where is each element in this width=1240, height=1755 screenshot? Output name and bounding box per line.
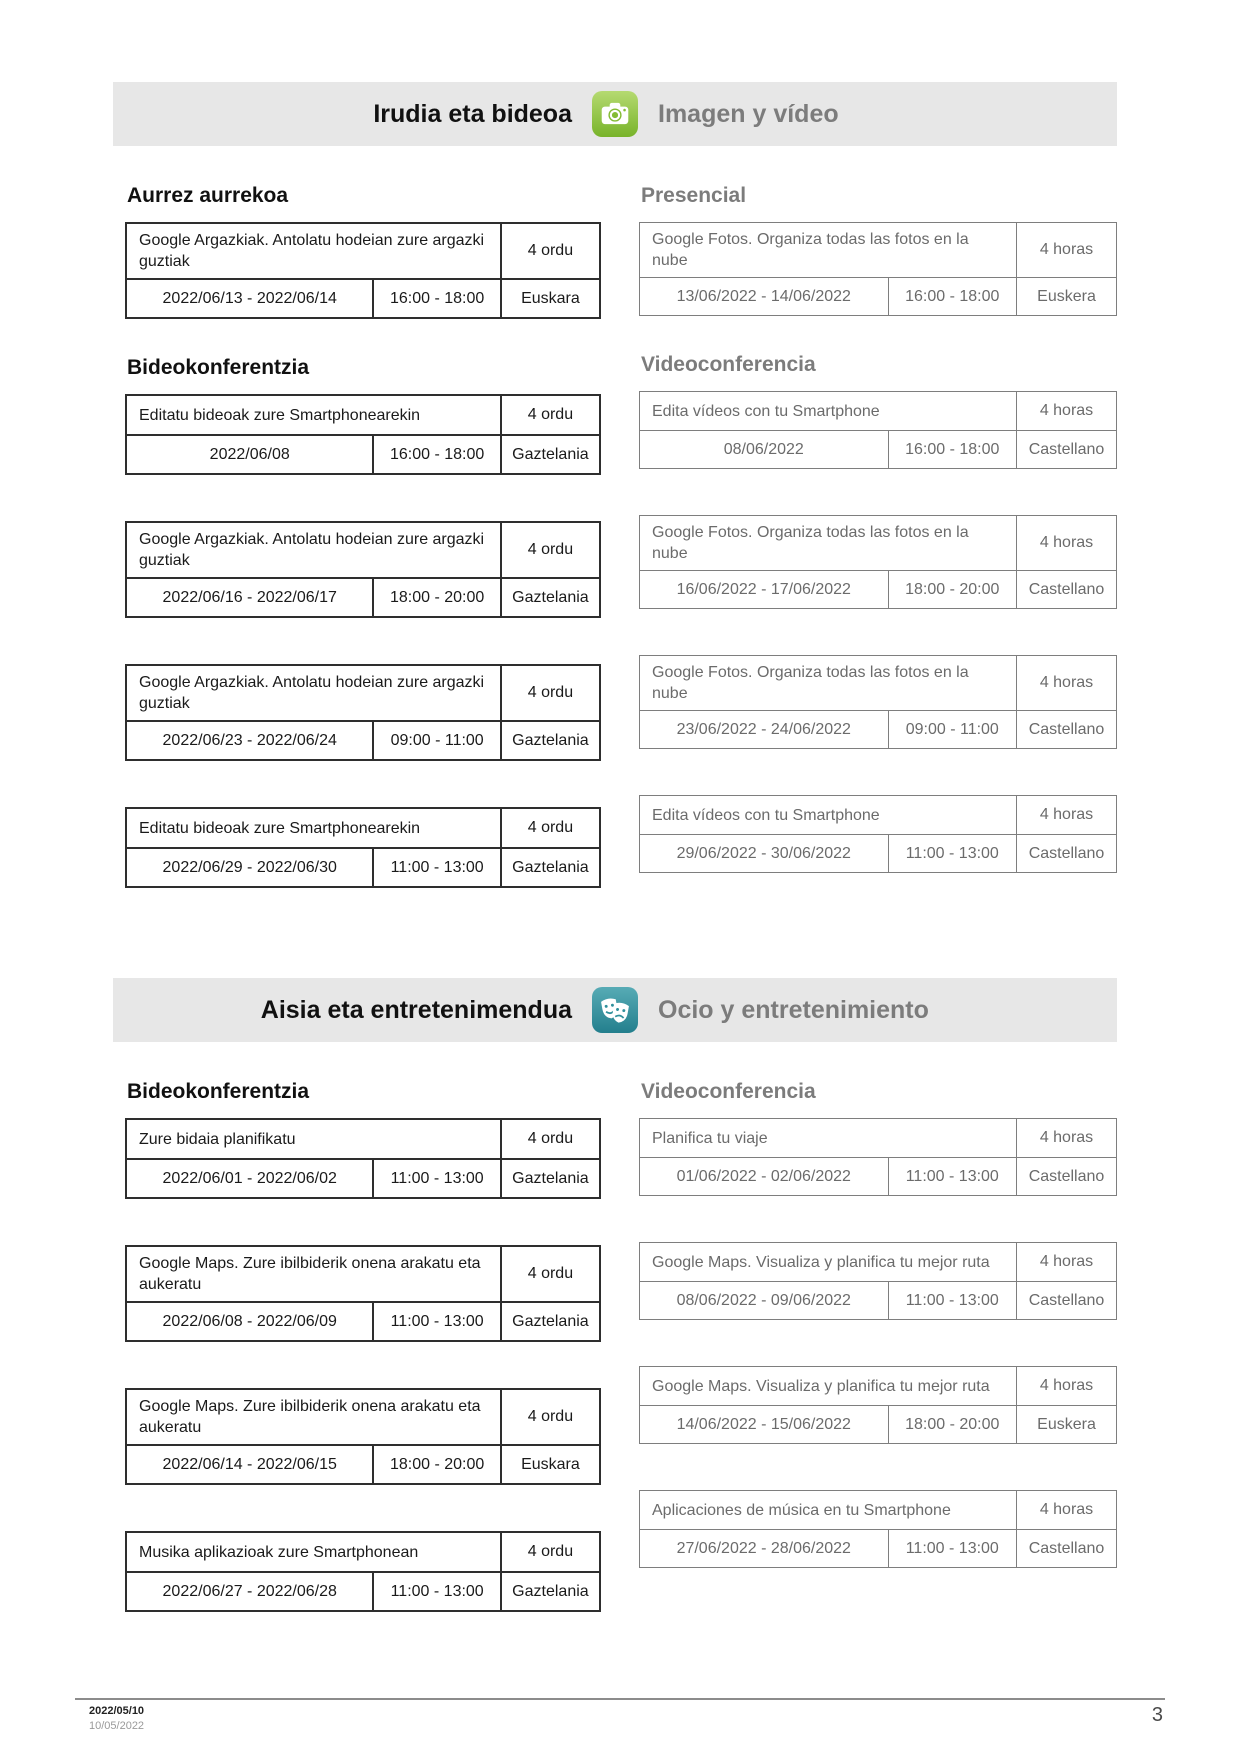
course-dates: 2022/06/23 - 2022/06/24 xyxy=(162,732,337,749)
course-language: Gaztelania xyxy=(500,436,599,473)
course-table xyxy=(125,1388,601,1485)
course-time: 11:00 - 13:00 xyxy=(888,1530,1017,1567)
course-duration: 4 ordu xyxy=(500,1533,599,1571)
course-duration: 4 horas xyxy=(1016,656,1116,710)
course-title: Google Fotos. Organiza todas las fotos en la nube xyxy=(652,524,969,562)
course-table xyxy=(125,664,601,761)
course-language: Castellano xyxy=(1016,711,1116,748)
course-title: Google Maps. Zure ibilbiderik onena arakatu eta aukeratu xyxy=(139,1255,481,1293)
group-heading: Aurrez aurrekoa xyxy=(127,184,289,207)
footer-date-spanish: 10/05/2022 xyxy=(89,1720,145,1732)
course-title: Google Maps. Zure ibilbiderik onena arakatu eta aukeratu xyxy=(139,1398,481,1436)
group-heading: Videoconferencia xyxy=(641,1080,816,1103)
group-heading: Bideokonferentzia xyxy=(127,1080,310,1103)
basque-column xyxy=(113,1080,601,1612)
course-time: 11:00 - 13:00 xyxy=(888,1282,1017,1319)
course-language: Castellano xyxy=(1016,1282,1116,1319)
course-duration: 4 horas xyxy=(1016,1119,1116,1157)
group-heading: Bideokonferentzia xyxy=(127,356,310,379)
page-content xyxy=(113,82,1117,1612)
group-presential-es xyxy=(639,184,1117,316)
course-table xyxy=(125,1118,601,1199)
course-title: Google Argazkiak. Antolatu hodeian zure argazki guztiak xyxy=(139,232,485,270)
course-dates: 2022/06/01 - 2022/06/02 xyxy=(162,1170,337,1187)
course-title: Google Maps. Visualiza y planifica tu mejor ruta xyxy=(652,1253,990,1271)
course-time: 09:00 - 11:00 xyxy=(372,722,499,759)
course-dates: 2022/06/13 - 2022/06/14 xyxy=(162,290,337,307)
course-table xyxy=(639,1490,1117,1568)
course-duration: 4 horas xyxy=(1016,1491,1116,1529)
course-duration: 4 ordu xyxy=(500,224,599,278)
course-title: Google Fotos. Organiza todas las fotos en la nube xyxy=(652,664,969,702)
section-title-basque: Irudia eta bideoa xyxy=(373,99,572,128)
course-table xyxy=(125,521,601,618)
course-language: Castellano xyxy=(1016,1530,1116,1567)
course-dates: 13/06/2022 - 14/06/2022 xyxy=(676,288,851,305)
course-dates: 2022/06/16 - 2022/06/17 xyxy=(162,589,337,606)
spanish-column xyxy=(639,1080,1117,1612)
course-title: Aplicaciones de música en tu Smartphone xyxy=(652,1501,951,1519)
course-title: Planifica tu viaje xyxy=(652,1129,768,1147)
course-duration: 4 horas xyxy=(1016,516,1116,570)
course-table xyxy=(125,1531,601,1612)
camera-icon xyxy=(592,91,638,137)
basque-column xyxy=(113,184,601,888)
group-heading: Videoconferencia xyxy=(641,353,816,376)
course-table xyxy=(639,1242,1117,1320)
group-presential-eu xyxy=(125,184,601,319)
course-duration: 4 horas xyxy=(1016,223,1116,277)
course-time: 11:00 - 13:00 xyxy=(888,835,1017,872)
course-dates: 08/06/2022 - 09/06/2022 xyxy=(676,1292,851,1309)
course-title: Editatu bideoak zure Smartphonearekin xyxy=(139,819,421,837)
course-language: Euskera xyxy=(1016,1406,1116,1443)
course-dates: 08/06/2022 xyxy=(723,441,804,458)
course-title: Editatu bideoak zure Smartphonearekin xyxy=(139,406,421,424)
course-time: 09:00 - 11:00 xyxy=(888,711,1017,748)
course-duration: 4 ordu xyxy=(500,396,599,434)
course-title: Musika aplikazioak zure Smartphonean xyxy=(139,1543,419,1561)
group-heading: Presencial xyxy=(641,184,747,207)
section-title-spanish: Imagen y vídeo xyxy=(658,99,839,128)
course-time: 16:00 - 18:00 xyxy=(888,431,1017,468)
course-language: Gaztelania xyxy=(500,849,599,886)
course-title: Zure bidaia planifikatu xyxy=(139,1130,296,1148)
course-time: 18:00 - 20:00 xyxy=(372,579,499,616)
course-dates: 2022/06/27 - 2022/06/28 xyxy=(162,1583,337,1600)
course-time: 11:00 - 13:00 xyxy=(372,1160,499,1197)
page-number: 3 xyxy=(1151,1704,1163,1726)
course-duration: 4 ordu xyxy=(500,809,599,847)
course-table xyxy=(639,222,1117,316)
course-duration: 4 horas xyxy=(1016,1367,1116,1405)
course-table xyxy=(125,394,601,475)
course-duration: 4 horas xyxy=(1016,392,1116,430)
course-dates: 2022/06/14 - 2022/06/15 xyxy=(162,1456,337,1473)
course-time: 18:00 - 20:00 xyxy=(888,1406,1017,1443)
course-language: Castellano xyxy=(1016,571,1116,608)
course-dates: 2022/06/08 xyxy=(209,446,290,463)
course-duration: 4 ordu xyxy=(500,1120,599,1158)
two-column-layout xyxy=(113,1080,1117,1612)
course-duration: 4 ordu xyxy=(500,1390,599,1444)
course-table xyxy=(639,515,1117,609)
course-dates: 16/06/2022 - 17/06/2022 xyxy=(676,581,851,598)
course-language: Gaztelania xyxy=(500,1573,599,1610)
course-time: 18:00 - 20:00 xyxy=(372,1446,499,1483)
group-videoconference-es xyxy=(639,1080,1117,1568)
course-time: 11:00 - 13:00 xyxy=(372,1303,499,1340)
course-time: 16:00 - 18:00 xyxy=(372,280,499,317)
two-column-layout xyxy=(113,184,1117,888)
spanish-column xyxy=(639,184,1117,888)
course-duration: 4 ordu xyxy=(500,1247,599,1301)
section-title-basque: Aisia eta entretenimendua xyxy=(260,995,572,1024)
footer-date-basque: 2022/05/10 xyxy=(89,1705,145,1717)
course-time: 11:00 - 13:00 xyxy=(372,1573,499,1610)
course-title: Google Fotos. Organiza todas las fotos en la nube xyxy=(652,231,969,269)
course-table xyxy=(639,1118,1117,1196)
course-duration: 4 ordu xyxy=(500,666,599,720)
course-title: Google Maps. Visualiza y planifica tu mejor ruta xyxy=(652,1377,990,1395)
course-dates: 2022/06/08 - 2022/06/09 xyxy=(162,1313,337,1330)
course-dates: 2022/06/29 - 2022/06/30 xyxy=(162,859,337,876)
course-language: Gaztelania xyxy=(500,722,599,759)
course-dates: 27/06/2022 - 28/06/2022 xyxy=(676,1540,851,1557)
course-language: Castellano xyxy=(1016,431,1116,468)
course-dates: 29/06/2022 - 30/06/2022 xyxy=(676,845,851,862)
course-title: Google Argazkiak. Antolatu hodeian zure argazki guztiak xyxy=(139,531,485,569)
footer-dates xyxy=(75,1704,144,1734)
course-language: Euskara xyxy=(500,1446,599,1483)
course-time: 11:00 - 13:00 xyxy=(888,1158,1017,1195)
course-language: Euskera xyxy=(1016,278,1116,315)
page-footer xyxy=(75,1698,1165,1734)
section-image-video xyxy=(113,82,1117,888)
course-dates: 01/06/2022 - 02/06/2022 xyxy=(676,1168,851,1185)
course-table xyxy=(639,795,1117,873)
course-dates: 23/06/2022 - 24/06/2022 xyxy=(676,721,851,738)
group-videoconference-eu xyxy=(125,1080,601,1612)
section-header-band xyxy=(113,82,1117,146)
course-table xyxy=(639,391,1117,469)
course-duration: 4 ordu xyxy=(500,523,599,577)
course-title: Edita vídeos con tu Smartphone xyxy=(652,402,880,420)
section-title-spanish: Ocio y entretenimiento xyxy=(658,995,929,1024)
course-time: 11:00 - 13:00 xyxy=(372,849,499,886)
course-table xyxy=(125,222,601,319)
course-table xyxy=(125,1245,601,1342)
section-leisure-entertainment xyxy=(113,978,1117,1612)
course-table xyxy=(125,807,601,888)
course-title: Google Argazkiak. Antolatu hodeian zure argazki guztiak xyxy=(139,674,485,712)
course-time: 18:00 - 20:00 xyxy=(888,571,1017,608)
course-language: Euskara xyxy=(500,280,599,317)
course-table xyxy=(639,655,1117,749)
group-videoconference-eu xyxy=(125,356,601,888)
course-language: Castellano xyxy=(1016,835,1116,872)
course-time: 16:00 - 18:00 xyxy=(372,436,499,473)
course-language: Gaztelania xyxy=(500,1160,599,1197)
course-language: Gaztelania xyxy=(500,579,599,616)
course-title: Edita vídeos con tu Smartphone xyxy=(652,806,880,824)
course-language: Castellano xyxy=(1016,1158,1116,1195)
course-table xyxy=(639,1366,1117,1444)
group-videoconference-es xyxy=(639,353,1117,873)
course-duration: 4 horas xyxy=(1016,796,1116,834)
course-dates: 14/06/2022 - 15/06/2022 xyxy=(676,1416,851,1433)
theater-masks-icon xyxy=(592,987,638,1033)
course-time: 16:00 - 18:00 xyxy=(888,278,1017,315)
course-duration: 4 horas xyxy=(1016,1243,1116,1281)
course-language: Gaztelania xyxy=(500,1303,599,1340)
section-header-band xyxy=(113,978,1117,1042)
